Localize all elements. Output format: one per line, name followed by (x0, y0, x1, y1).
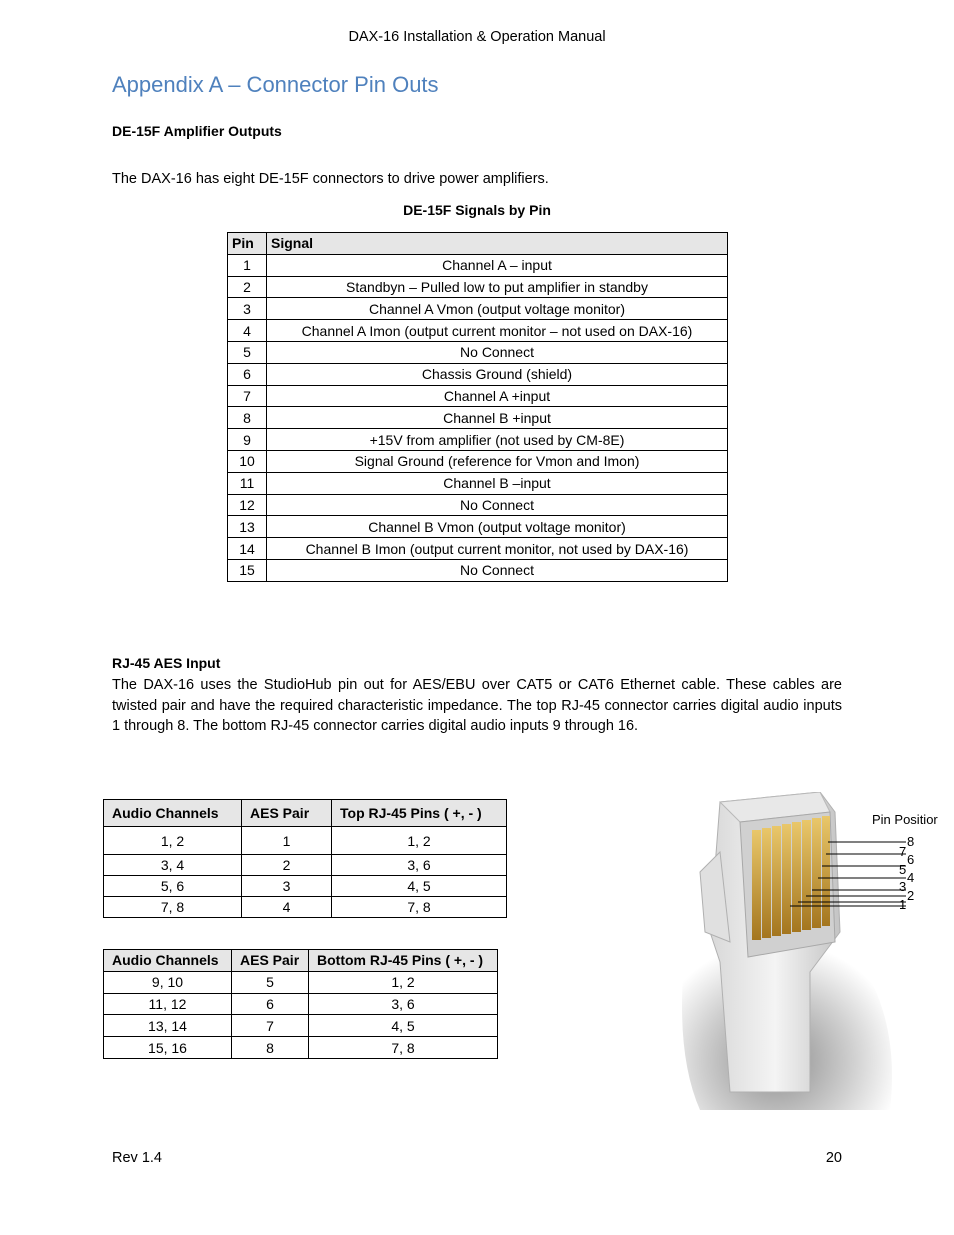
column-header-audio-channels: Audio Channels (104, 800, 242, 827)
table-cell: 7, 8 (309, 1037, 498, 1059)
table-cell: 1, 2 (309, 971, 498, 993)
table-cell: Channel A Imon (output current monitor – not used on DAX-16) (267, 320, 728, 342)
footer-revision: Rev 1.4 (112, 1150, 162, 1166)
table-cell: 3, 4 (104, 855, 242, 876)
table-row (104, 876, 507, 897)
de15f-table-caption: DE-15F Signals by Pin (403, 202, 551, 218)
rj45-plug-illustration (660, 792, 950, 1110)
table-cell: 5 (228, 341, 267, 363)
pin-number-3: 3 (899, 879, 907, 894)
rj45-plug-figure (660, 792, 950, 1110)
table-cell: 5, 6 (104, 876, 242, 897)
table-row (228, 276, 728, 298)
de15f-table-body (228, 254, 728, 581)
table-cell: Channel A Vmon (output voltage monitor) (267, 298, 728, 320)
table-cell: 7 (228, 385, 267, 407)
de15f-intro: The DAX-16 has eight DE-15F connectors to drive power amplifiers. (112, 171, 549, 187)
table-cell: Standbyn – Pulled low to put amplifier in standby (267, 276, 728, 298)
table-cell: 8 (232, 1037, 309, 1059)
table-cell: Channel A – input (267, 254, 728, 276)
top-rj45-table (103, 799, 507, 918)
table-cell: 4 (242, 897, 332, 918)
table-cell: 7, 8 (332, 897, 507, 918)
table-cell: 2 (242, 855, 332, 876)
table-row (228, 341, 728, 363)
footer-page-number: 20 (825, 1150, 842, 1166)
table-row (228, 407, 728, 429)
table-row (228, 254, 728, 276)
de15f-pin-table (227, 232, 728, 582)
pin-number-1: 1 (899, 897, 907, 912)
column-header-signal: Signal (267, 233, 728, 255)
table-cell: 6 (232, 993, 309, 1015)
pin-number-8: 8 (907, 834, 915, 849)
appendix-title: Appendix A – Connector Pin Outs (112, 72, 439, 97)
pin-numbers (899, 834, 914, 912)
table-row (228, 450, 728, 472)
table-header-row (104, 950, 498, 972)
table-cell: No Connect (267, 341, 728, 363)
rj45-heading: RJ-45 AES Input (112, 655, 221, 671)
table-cell: 15, 16 (104, 1037, 232, 1059)
table-cell: 5 (232, 971, 309, 993)
pin-number-2: 2 (907, 888, 915, 903)
table-row (228, 429, 728, 451)
table-row (104, 971, 498, 993)
table-cell: 9, 10 (104, 971, 232, 993)
column-header-bottom-pins: Bottom RJ-45 Pins ( +, - ) (309, 950, 498, 972)
running-header: DAX-16 Installation & Operation Manual (348, 29, 606, 45)
table-cell: +15V from amplifier (not used by CM-8E) (267, 429, 728, 451)
table-cell: 1 (242, 827, 332, 855)
top-rj45-table-body (104, 827, 507, 918)
table-cell: 3 (242, 876, 332, 897)
table-cell: 11, 12 (104, 993, 232, 1015)
column-header-aes-pair: AES Pair (242, 800, 332, 827)
table-cell: 7, 8 (104, 897, 242, 918)
column-header-audio-channels: Audio Channels (104, 950, 232, 972)
column-header-top-pins: Top RJ-45 Pins ( +, - ) (332, 800, 507, 827)
table-row (104, 1037, 498, 1059)
table-cell: 6 (228, 363, 267, 385)
table-cell: 3, 6 (332, 855, 507, 876)
table-cell: 3 (228, 298, 267, 320)
table-row (104, 827, 507, 855)
table-row (104, 1015, 498, 1037)
table-cell: 15 (228, 559, 267, 581)
table-cell: 2 (228, 276, 267, 298)
pin-number-5: 5 (899, 862, 907, 877)
table-row (228, 538, 728, 560)
pin-position-label: Pin Positior (872, 812, 938, 827)
table-row (228, 320, 728, 342)
table-cell: 1 (228, 254, 267, 276)
table-cell: 12 (228, 494, 267, 516)
table-row (104, 993, 498, 1015)
table-row (228, 472, 728, 494)
table-header-row (228, 233, 728, 255)
table-cell: 7 (232, 1015, 309, 1037)
table-cell: Channel B +input (267, 407, 728, 429)
table-cell: 14 (228, 538, 267, 560)
de15f-heading: DE-15F Amplifier Outputs (112, 123, 282, 139)
table-cell: No Connect (267, 559, 728, 581)
table-cell: 4 (228, 320, 267, 342)
table-row (228, 298, 728, 320)
table-header-row (104, 800, 507, 827)
table-cell: 4, 5 (332, 876, 507, 897)
table-cell: Channel B Imon (output current monitor, not used by DAX-16) (267, 538, 728, 560)
table-row (228, 516, 728, 538)
table-cell: 13, 14 (104, 1015, 232, 1037)
pin-number-7: 7 (899, 844, 907, 859)
table-row (228, 559, 728, 581)
bottom-rj45-table (103, 949, 498, 1059)
pin-number-4: 4 (907, 870, 915, 885)
table-cell: 11 (228, 472, 267, 494)
table-cell: 9 (228, 429, 267, 451)
table-cell: 1, 2 (332, 827, 507, 855)
table-row (228, 363, 728, 385)
table-cell: No Connect (267, 494, 728, 516)
table-cell: Chassis Ground (shield) (267, 363, 728, 385)
table-cell: Channel B –input (267, 472, 728, 494)
table-row (104, 897, 507, 918)
table-cell: 10 (228, 450, 267, 472)
table-cell: Channel B Vmon (output voltage monitor) (267, 516, 728, 538)
table-cell: 13 (228, 516, 267, 538)
table-cell: 1, 2 (104, 827, 242, 855)
rj45-paragraph: The DAX-16 uses the StudioHub pin out for AES/EBU over CAT5 or CAT6 Ethernet cable. These cables are twisted pair and have the required characteristic impedance. The top RJ-45 connector carries digital audio inputs 1 through 8. The bottom RJ-45 connector carries digital audio inputs 9 through 16. (112, 677, 842, 734)
table-row (228, 385, 728, 407)
table-cell: Signal Ground (reference for Vmon and Imon) (267, 450, 728, 472)
table-row (104, 855, 507, 876)
table-cell: 8 (228, 407, 267, 429)
column-header-pin: Pin (228, 233, 267, 255)
table-cell: 3, 6 (309, 993, 498, 1015)
bottom-rj45-table-body (104, 971, 498, 1058)
table-cell: 4, 5 (309, 1015, 498, 1037)
table-cell: Channel A +input (267, 385, 728, 407)
pin-number-6: 6 (907, 852, 915, 867)
table-row (228, 494, 728, 516)
column-header-aes-pair: AES Pair (232, 950, 309, 972)
